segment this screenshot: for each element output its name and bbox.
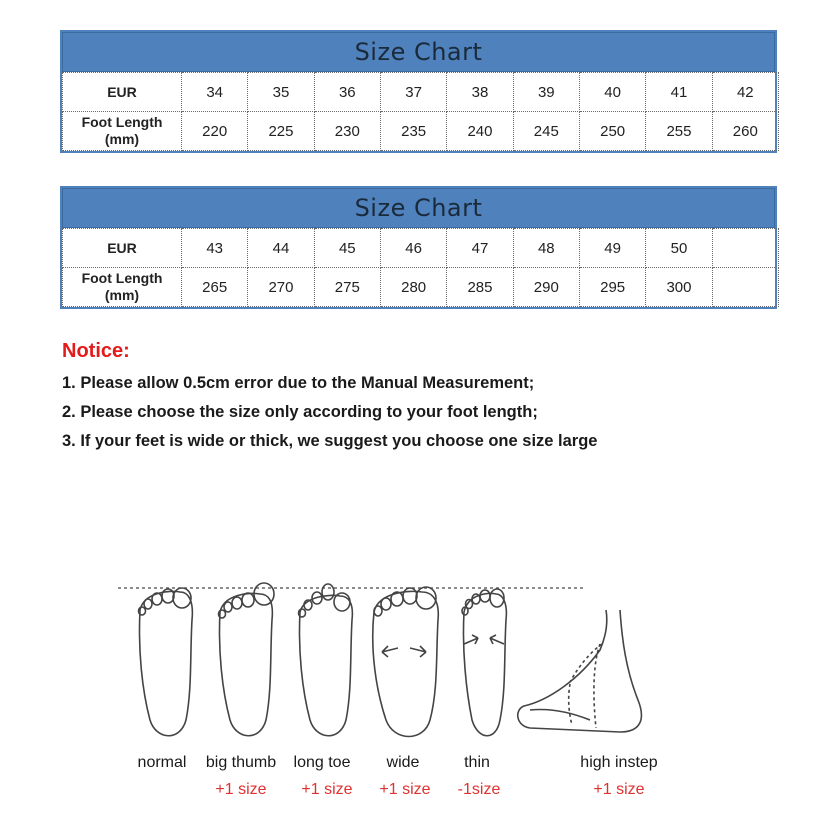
notice-line-3: 3. If your feet is wide or thick, we suggest you choose one size large xyxy=(62,432,598,450)
notice-section xyxy=(62,340,597,456)
length-cell: 220 xyxy=(182,112,248,151)
length-label-line1: Foot Length xyxy=(81,114,163,130)
size-table xyxy=(62,72,779,151)
eur-cell: 45 xyxy=(314,229,380,268)
eur-cell: 35 xyxy=(248,73,314,112)
eur-cell: 50 xyxy=(646,229,712,268)
foot-types xyxy=(110,560,730,810)
foot-illustrations xyxy=(110,560,730,750)
length-row xyxy=(63,268,779,307)
eur-row xyxy=(63,73,779,112)
eur-row xyxy=(63,229,779,268)
chart-header xyxy=(62,32,775,72)
foot-label-wide: wide xyxy=(386,754,420,771)
foot-label-long-toe: long toe xyxy=(293,754,351,771)
eur-cell: 44 xyxy=(248,229,314,268)
eur-cell: 36 xyxy=(314,73,380,112)
eur-cell-empty xyxy=(712,229,778,268)
foot-label-normal: normal xyxy=(137,754,187,771)
length-cell: 230 xyxy=(314,112,380,151)
length-cell: 245 xyxy=(513,112,579,151)
length-label-line2: (mm) xyxy=(104,287,140,303)
foot-adjust-thin: -1size xyxy=(457,781,501,798)
eur-label: EUR xyxy=(63,229,182,268)
size-chart-1 xyxy=(60,30,777,153)
foot-wide-icon xyxy=(373,587,439,737)
foot-label-high-instep: high instep xyxy=(580,754,658,771)
eur-label: EUR xyxy=(63,73,182,112)
size-chart-2 xyxy=(60,186,777,309)
length-cell: 235 xyxy=(380,112,446,151)
eur-cell: 38 xyxy=(447,73,513,112)
foot-adjust-big-thumb: +1 size xyxy=(215,781,267,798)
length-row xyxy=(63,112,779,151)
chart-header xyxy=(62,188,775,228)
eur-cell: 41 xyxy=(646,73,712,112)
length-cell: 280 xyxy=(380,268,446,307)
foot-label-thin: thin xyxy=(464,754,490,771)
eur-cell: 47 xyxy=(447,229,513,268)
size-table xyxy=(62,228,779,307)
chart-title: Size Chart xyxy=(354,194,483,222)
length-cell: 285 xyxy=(447,268,513,307)
length-cell-empty xyxy=(712,268,778,307)
foot-normal-icon xyxy=(139,588,193,736)
length-label xyxy=(63,268,182,307)
length-cell: 255 xyxy=(646,112,712,151)
length-cell: 225 xyxy=(248,112,314,151)
eur-cell: 34 xyxy=(182,73,248,112)
eur-cell: 48 xyxy=(513,229,579,268)
length-cell: 275 xyxy=(314,268,380,307)
length-cell: 260 xyxy=(712,112,778,151)
foot-long-toe-icon xyxy=(299,584,353,736)
notice-line-1: 1. Please allow 0.5cm error due to the Manual Measurement; xyxy=(62,374,535,392)
eur-cell: 39 xyxy=(513,73,579,112)
foot-big-thumb-icon xyxy=(219,583,275,736)
foot-high-instep-icon xyxy=(518,610,642,732)
chart-title: Size Chart xyxy=(354,38,483,66)
length-label xyxy=(63,112,182,151)
length-cell: 300 xyxy=(646,268,712,307)
length-cell: 290 xyxy=(513,268,579,307)
eur-cell: 42 xyxy=(712,73,778,112)
notice-title: Notice: xyxy=(62,340,130,362)
eur-cell: 49 xyxy=(579,229,645,268)
length-cell: 265 xyxy=(182,268,248,307)
foot-thin-icon xyxy=(462,589,506,736)
eur-cell: 43 xyxy=(182,229,248,268)
notice-line-2: 2. Please choose the size only according to your foot length; xyxy=(62,403,538,421)
length-cell: 270 xyxy=(248,268,314,307)
eur-cell: 40 xyxy=(579,73,645,112)
length-label-line2: (mm) xyxy=(104,131,140,147)
length-cell: 295 xyxy=(579,268,645,307)
length-cell: 240 xyxy=(447,112,513,151)
eur-cell: 37 xyxy=(380,73,446,112)
length-label-line1: Foot Length xyxy=(81,270,163,286)
eur-cell: 46 xyxy=(380,229,446,268)
foot-adjust-high-instep: +1 size xyxy=(593,781,645,798)
length-cell: 250 xyxy=(579,112,645,151)
foot-adjust-wide: +1 size xyxy=(379,781,431,798)
foot-adjust-long-toe: +1 size xyxy=(301,781,353,798)
foot-label-big-thumb: big thumb xyxy=(205,754,277,771)
